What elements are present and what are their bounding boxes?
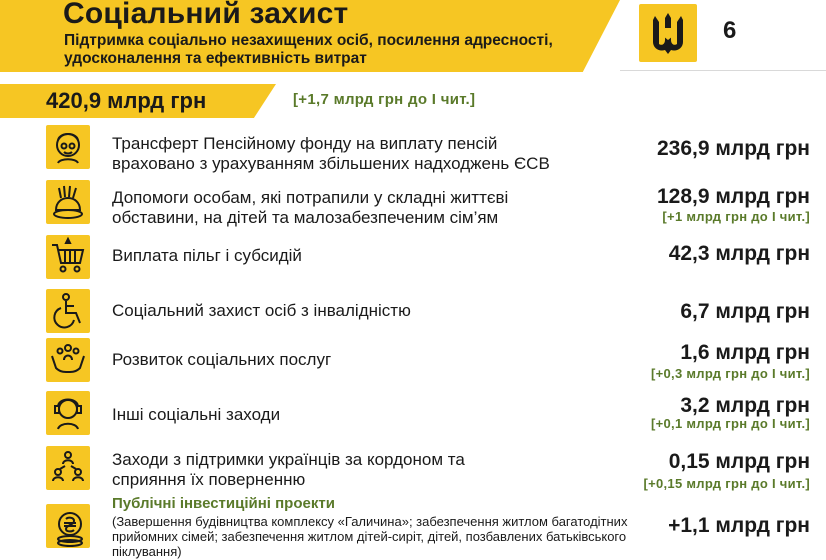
header-divider (620, 70, 826, 71)
helping-hand-icon (46, 180, 90, 224)
item-delta: [+1 млрд грн до І чит.] (662, 209, 810, 224)
item-amount: 1,6 млрд грн (680, 341, 810, 364)
support-person-icon (46, 391, 90, 435)
item-label: Виплата пільг і субсидій (112, 246, 302, 265)
header (0, 0, 826, 72)
item-label: Допомоги особам, які потрапили у складні життєві обставини, на дітей та малозабезпеченим сім’ям (112, 188, 509, 227)
elderly-person-icon (46, 125, 90, 169)
item-label: Соціальний захист осіб з інвалідністю (112, 301, 411, 320)
total-delta: [+1,7 млрд грн до І чит.] (293, 91, 476, 108)
tryzub-icon (639, 4, 697, 62)
people-network-icon (46, 446, 90, 490)
item-label: Трансферт Пенсійному фонду на виплату пенсій враховано з урахуванням збільшених надходжень ЄСВ (112, 134, 550, 173)
wheelchair-icon (46, 289, 90, 333)
public-investment-note: (Завершення будівництва комплексу «Галичина»; забезпечення житлом багатодітних прийомних сімей; забезпечення житлом дітей-сиріт, дітей, позбавлених батьківського піклування) (112, 514, 628, 559)
item-label: Заходи з підтримки українців за кордоном та сприяння їх поверненню (112, 450, 465, 489)
item-delta: [+0,3 млрд грн до І чит.] (650, 366, 810, 381)
family-hands-icon (46, 338, 90, 382)
item-label: Інші соціальні заходи (112, 405, 281, 424)
page-subtitle: Підтримка соціально незахищених осіб, посилення адресності, удосконалення та ефективність витрат (64, 32, 553, 67)
item-amount: 6,7 млрд грн (680, 300, 810, 323)
public-investment-amount: +1,1 млрд грн (668, 514, 810, 537)
shopping-cart-icon (46, 235, 90, 279)
item-delta: [+0,1 млрд грн до І чит.] (650, 416, 810, 431)
item-delta: [+0,15 млрд грн до І чит.] (643, 476, 810, 491)
item-amount: 236,9 млрд грн (657, 137, 810, 160)
public-investment-title: Публічні інвестиційні проекти (112, 495, 335, 512)
item-amount: 42,3 млрд грн (668, 242, 810, 265)
item-amount: 128,9 млрд грн (657, 185, 810, 208)
page-number: 6 (723, 17, 737, 44)
item-label: Розвиток соціальних послуг (112, 350, 332, 369)
hryvnia-coins-icon (46, 504, 90, 548)
page-title: Соціальний захист (63, 0, 349, 30)
item-amount: 3,2 млрд грн (680, 394, 810, 417)
total-value: 420,9 млрд грн (46, 88, 207, 113)
item-amount: 0,15 млрд грн (668, 450, 810, 473)
